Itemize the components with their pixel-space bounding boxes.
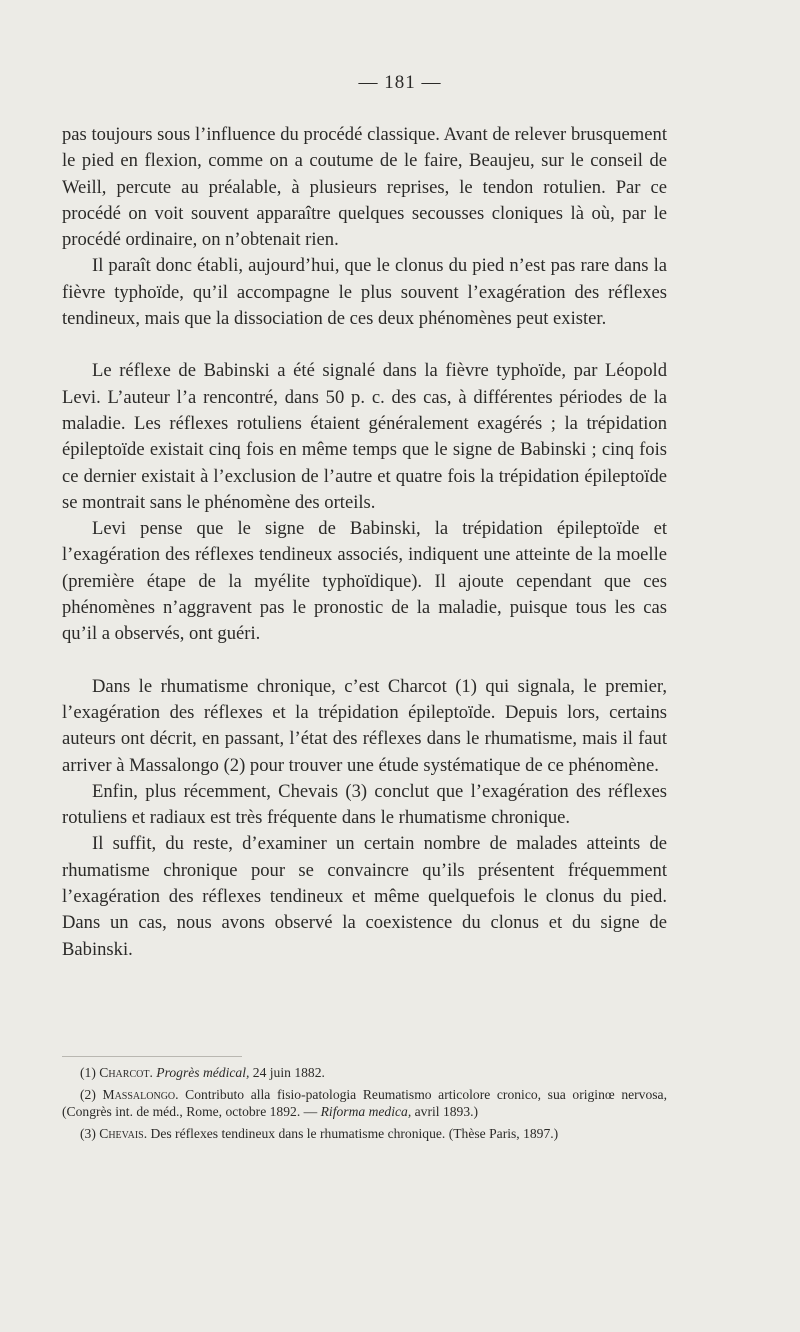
paragraph-5: Dans le rhumatisme chronique, c’est Charcot (1) qui signala, le premier, l’exagération des réflexes et la trépidation épileptoïde. Depuis lors, certains auteurs ont décrit, en passant, l’état des réflexes dans le rhumatisme, mais il faut arriver à Massalongo (2) pour trouver une étude systématique de ce phénomène. (62, 675, 667, 776)
footnote-3 (62, 1125, 667, 1143)
footnotes (62, 1064, 667, 1146)
footnote-1 (62, 1064, 667, 1082)
footnote-marker: (2) (80, 1086, 96, 1102)
footnote-text-end: avril 1893.) (411, 1104, 479, 1119)
footnote-title: Progrès médical, (156, 1065, 250, 1080)
paragraph-4: Levi pense que le signe de Babinski, la trépidation épileptoïde et l’exagération des réflexes tendineux associés, indiquent une atteinte de la moelle (première étape de la myélite typhoïdique). Il ajoute cependant que ces phénomènes n’aggravent pas le pronostic de la maladie, puisque tous les cas qu’il a observés, ont guéri. (62, 518, 667, 645)
paragraph-3: Le réflexe de Babinski a été signalé dans la fièvre typhoïde, par Léopold Levi. L’auteur l’a rencontré, dans 50 p. c. des cas, à différentes périodes de la maladie. Les réflexes rotuliens étaient généralement exagérés ; la trépidation épileptoïde existait cinq fois en même temps que le signe de Babinski ; cinq fois ce dernier existait à l’exclusion de l’autre et quatre fois la trépidation épileptoïde se montrait sans le phénomène des orteils. (62, 360, 667, 513)
paragraph-1: pas toujours sous l’influence du procédé classique. Avant de relever brusquement le pied en flexion, comme on a coutume de le faire, Beaujeu, sur le conseil de Weill, percute au préalable, à plusieurs reprises, le tendon rotulien. Par ce procédé on voit souvent apparaître quelques secousses cloniques là où, par le procédé ordinaire, on n’obtenait rien. (62, 124, 667, 251)
paragraph-6: Enfin, plus récemment, Chevais (3) conclut que l’exagération des réflexes rotuliens et radiaux est très fréquente dans le rhumatisme chronique. (62, 780, 667, 829)
footnote-2 (62, 1086, 667, 1121)
footnote-marker: (3) (80, 1125, 96, 1141)
footnote-marker: (1) (80, 1065, 96, 1080)
footnote-author: Charcot. (99, 1065, 153, 1080)
footnote-divider (62, 1056, 242, 1057)
paragraph-2: Il paraît donc établi, aujourd’hui, que le clonus du pied n’est pas rare dans la fièvre typhoïde, qu’il accompagne le plus souvent l’exagération des réflexes tendineux, mais que la dissociation de ces deux phénomènes peut exister. (62, 255, 667, 330)
page-number: — 181 — (358, 72, 442, 93)
footnote-text: 24 juin 1882. (249, 1065, 325, 1080)
footnote-title: Riforma medica, (320, 1104, 412, 1119)
paragraph-7: Il suffit, du reste, d’examiner un certain nombre de malades atteints de rhumatisme chronique pour se convaincre qu’ils présentent fréquemment l’exagération des réflexes tendineux et même quelquefois le clonus du pied. Dans un cas, nous avons observé la coexistence du clonus et du signe de Babinski. (62, 833, 667, 960)
footnote-text: Des réflexes tendineux dans le rhumatisme chronique. (Thèse Paris, 1897.) (147, 1125, 559, 1141)
footnote-text: Contributo alla fisio-patologia Reumatismo articolore cronico, sua originœ nervosa, (Congrès int. de méd., Rome, octobre 1892. — (62, 1086, 667, 1119)
body-text (62, 122, 667, 963)
footnote-author: Chevais. (99, 1125, 148, 1141)
footnote-author: Massalongo. (102, 1086, 179, 1102)
